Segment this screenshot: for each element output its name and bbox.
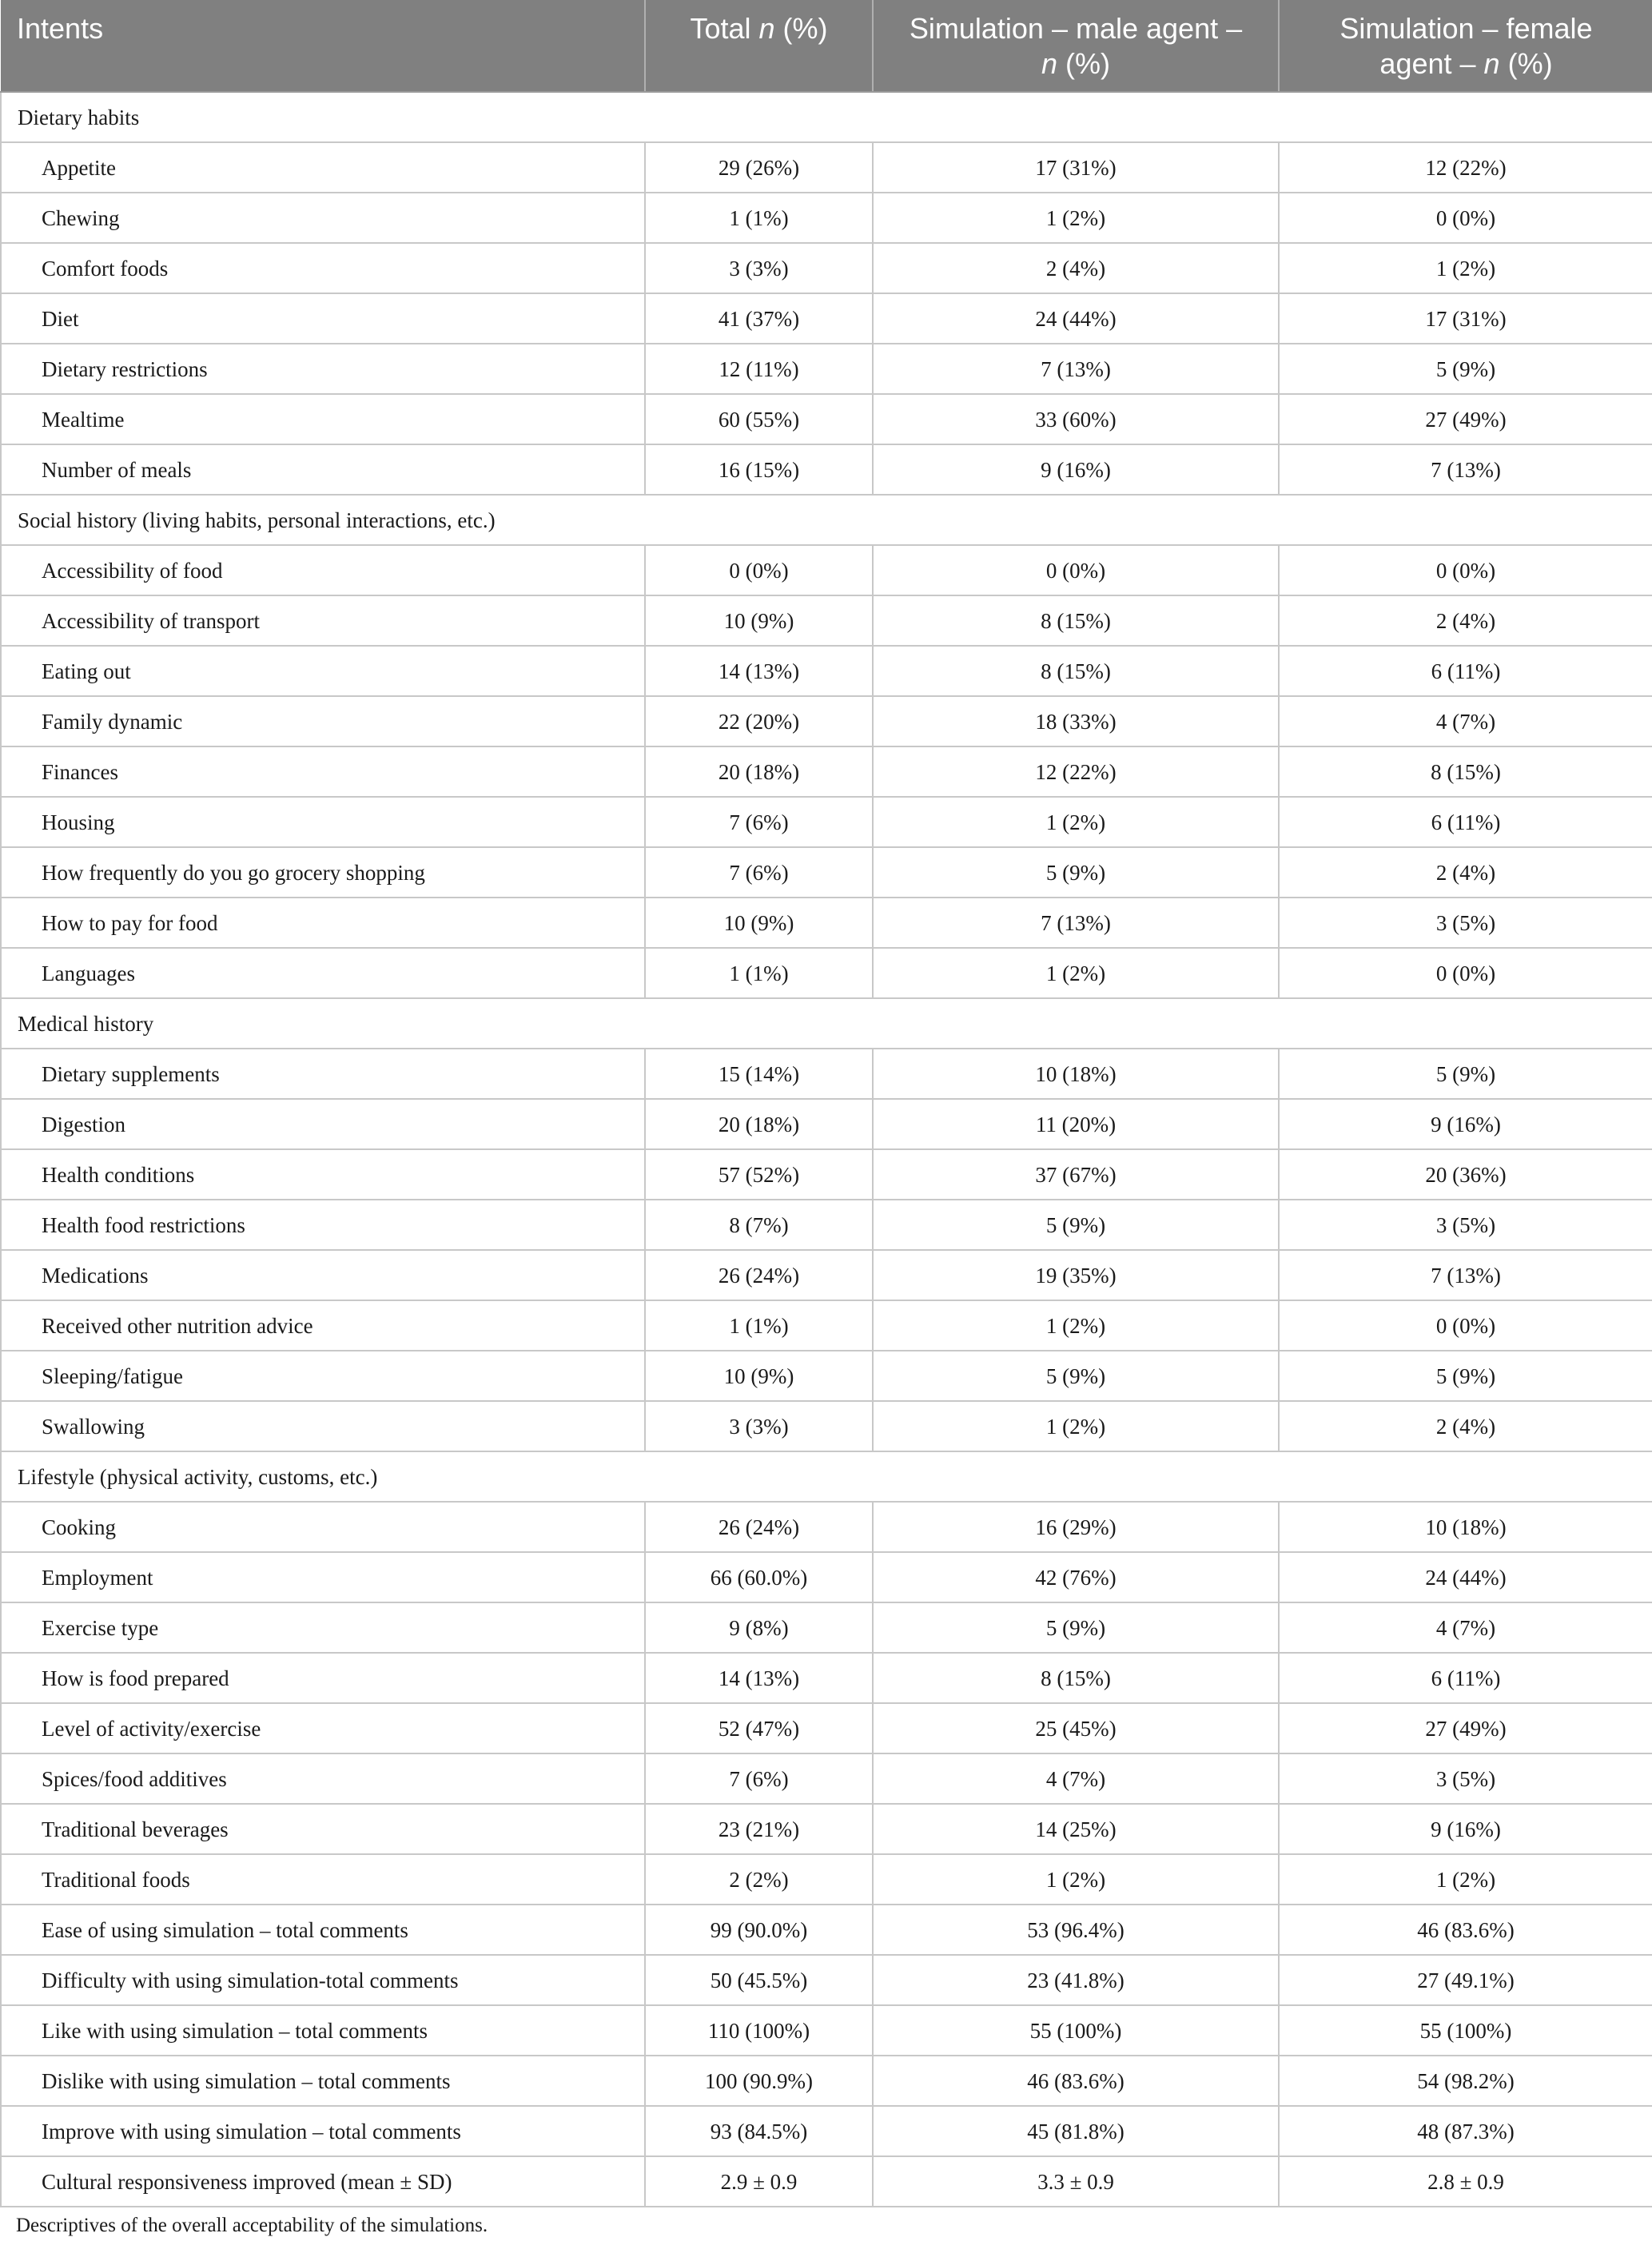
table-row [1, 394, 1652, 444]
intent-label: Traditional beverages [1, 1804, 645, 1854]
intent-label: Spices/food additives [1, 1753, 645, 1804]
total-value: 20 (18%) [645, 1099, 873, 1149]
total-value: 41 (37%) [645, 293, 873, 344]
male-agent-value: 46 (83.6%) [873, 2056, 1279, 2106]
female-agent-value: 0 (0%) [1279, 193, 1652, 243]
female-agent-value: 7 (13%) [1279, 444, 1652, 495]
female-agent-value: 3 (5%) [1279, 898, 1652, 948]
male-agent-value: 17 (31%) [873, 142, 1279, 193]
male-agent-value: 1 (2%) [873, 1300, 1279, 1351]
header-row [1, 0, 1652, 92]
intent-label: Digestion [1, 1099, 645, 1149]
female-agent-value: 3 (5%) [1279, 1753, 1652, 1804]
female-agent-value: 0 (0%) [1279, 545, 1652, 595]
total-value: 93 (84.5%) [645, 2106, 873, 2156]
total-value: 2 (2%) [645, 1854, 873, 1905]
header-total-n: n [758, 12, 775, 45]
total-value: 99 (90.0%) [645, 1905, 873, 1955]
table-body [1, 92, 1652, 2207]
male-agent-value: 8 (15%) [873, 595, 1279, 646]
header-male-agent [873, 0, 1279, 92]
table-row [1, 1653, 1652, 1703]
header-male-pre: Simulation – male agent – [909, 12, 1243, 45]
total-value: 2.9 ± 0.9 [645, 2156, 873, 2207]
table-row [1, 344, 1652, 394]
table-row [1, 243, 1652, 293]
male-agent-value: 5 (9%) [873, 847, 1279, 898]
table-footnote: Descriptives of the overall acceptability of the simulations. [16, 2215, 488, 2236]
intent-label: How is food prepared [1, 1653, 645, 1703]
female-agent-value: 55 (100%) [1279, 2005, 1652, 2056]
table-row [1, 2106, 1652, 2156]
total-value: 10 (9%) [645, 595, 873, 646]
intent-label: Exercise type [1, 1602, 645, 1653]
male-agent-value: 8 (15%) [873, 646, 1279, 696]
female-agent-value: 6 (11%) [1279, 1653, 1652, 1703]
table-row [1, 193, 1652, 243]
female-agent-value: 0 (0%) [1279, 1300, 1652, 1351]
male-agent-value: 7 (13%) [873, 898, 1279, 948]
table-row [1, 142, 1652, 193]
male-agent-value: 1 (2%) [873, 797, 1279, 847]
male-agent-value: 0 (0%) [873, 545, 1279, 595]
intent-label: Cultural responsiveness improved (mean ± SD) [1, 2156, 645, 2207]
table-row [1, 1351, 1652, 1401]
section-row [1, 495, 1652, 545]
female-agent-value: 2 (4%) [1279, 595, 1652, 646]
male-agent-value: 19 (35%) [873, 1250, 1279, 1300]
female-agent-value: 24 (44%) [1279, 1552, 1652, 1602]
male-agent-value: 4 (7%) [873, 1753, 1279, 1804]
male-agent-value: 33 (60%) [873, 394, 1279, 444]
female-agent-value: 5 (9%) [1279, 344, 1652, 394]
table-row [1, 1955, 1652, 2005]
male-agent-value: 2 (4%) [873, 243, 1279, 293]
total-value: 1 (1%) [645, 193, 873, 243]
header-intents-label: Intents [17, 12, 104, 45]
total-value: 7 (6%) [645, 797, 873, 847]
intent-label: Appetite [1, 142, 645, 193]
table-row [1, 1149, 1652, 1200]
intent-label: Accessibility of food [1, 545, 645, 595]
section-row [1, 1451, 1652, 1502]
header-male-post: (%) [1057, 47, 1111, 80]
female-agent-value: 9 (16%) [1279, 1804, 1652, 1854]
total-value: 26 (24%) [645, 1502, 873, 1552]
total-value: 12 (11%) [645, 344, 873, 394]
female-agent-value: 1 (2%) [1279, 243, 1652, 293]
male-agent-value: 9 (16%) [873, 444, 1279, 495]
female-agent-value: 54 (98.2%) [1279, 2056, 1652, 2106]
total-value: 10 (9%) [645, 1351, 873, 1401]
female-agent-value: 4 (7%) [1279, 696, 1652, 746]
male-agent-value: 1 (2%) [873, 948, 1279, 998]
table-row [1, 1552, 1652, 1602]
male-agent-value: 45 (81.8%) [873, 2106, 1279, 2156]
table-row [1, 696, 1652, 746]
table-row [1, 1502, 1652, 1552]
table-row [1, 595, 1652, 646]
female-agent-value: 17 (31%) [1279, 293, 1652, 344]
section-row [1, 92, 1652, 142]
female-agent-value: 9 (16%) [1279, 1099, 1652, 1149]
total-value: 23 (21%) [645, 1804, 873, 1854]
table-row [1, 1854, 1652, 1905]
male-agent-value: 11 (20%) [873, 1099, 1279, 1149]
table-row [1, 1602, 1652, 1653]
total-value: 29 (26%) [645, 142, 873, 193]
female-agent-value: 8 (15%) [1279, 746, 1652, 797]
female-agent-value: 7 (13%) [1279, 1250, 1652, 1300]
table-row [1, 847, 1652, 898]
section-heading: Lifestyle (physical activity, customs, etc.) [1, 1451, 1652, 1502]
total-value: 66 (60.0%) [645, 1552, 873, 1602]
intent-label: Improve with using simulation – total comments [1, 2106, 645, 2156]
total-value: 1 (1%) [645, 1300, 873, 1351]
male-agent-value: 12 (22%) [873, 746, 1279, 797]
intent-label: Employment [1, 1552, 645, 1602]
female-agent-value: 46 (83.6%) [1279, 1905, 1652, 1955]
total-value: 50 (45.5%) [645, 1955, 873, 2005]
female-agent-value: 0 (0%) [1279, 948, 1652, 998]
header-total-pre: Total [690, 12, 759, 45]
section-heading: Social history (living habits, personal interactions, etc.) [1, 495, 1652, 545]
table-row [1, 797, 1652, 847]
table-row [1, 1250, 1652, 1300]
female-agent-value: 2.8 ± 0.9 [1279, 2156, 1652, 2207]
male-agent-value: 1 (2%) [873, 1401, 1279, 1451]
section-heading: Medical history [1, 998, 1652, 1049]
table-row [1, 545, 1652, 595]
intent-label: Difficulty with using simulation-total comments [1, 1955, 645, 2005]
male-agent-value: 18 (33%) [873, 696, 1279, 746]
section-row [1, 998, 1652, 1049]
header-total-post: (%) [774, 12, 828, 45]
section-heading: Dietary habits [1, 92, 1652, 142]
female-agent-value: 48 (87.3%) [1279, 2106, 1652, 2156]
intent-label: How frequently do you go grocery shopping [1, 847, 645, 898]
total-value: 1 (1%) [645, 948, 873, 998]
female-agent-value: 12 (22%) [1279, 142, 1652, 193]
header-female-post: (%) [1499, 47, 1553, 80]
intent-label: Medications [1, 1250, 645, 1300]
female-agent-value: 4 (7%) [1279, 1602, 1652, 1653]
male-agent-value: 8 (15%) [873, 1653, 1279, 1703]
total-value: 20 (18%) [645, 746, 873, 797]
female-agent-value: 2 (4%) [1279, 1401, 1652, 1451]
intent-label: Health food restrictions [1, 1200, 645, 1250]
table-row [1, 1099, 1652, 1149]
total-value: 100 (90.9%) [645, 2056, 873, 2106]
female-agent-value: 2 (4%) [1279, 847, 1652, 898]
total-value: 15 (14%) [645, 1049, 873, 1099]
male-agent-value: 37 (67%) [873, 1149, 1279, 1200]
table-row [1, 1703, 1652, 1753]
female-agent-value: 27 (49.1%) [1279, 1955, 1652, 2005]
female-agent-value: 10 (18%) [1279, 1502, 1652, 1552]
male-agent-value: 5 (9%) [873, 1200, 1279, 1250]
male-agent-value: 14 (25%) [873, 1804, 1279, 1854]
male-agent-value: 7 (13%) [873, 344, 1279, 394]
table-row [1, 2156, 1652, 2207]
female-agent-value: 3 (5%) [1279, 1200, 1652, 1250]
total-value: 22 (20%) [645, 696, 873, 746]
female-agent-value: 27 (49%) [1279, 394, 1652, 444]
header-female-mid: agent – [1379, 47, 1484, 80]
intent-label: Finances [1, 746, 645, 797]
total-value: 7 (6%) [645, 847, 873, 898]
female-agent-value: 6 (11%) [1279, 797, 1652, 847]
table-row [1, 746, 1652, 797]
table-row [1, 1753, 1652, 1804]
header-female-n: n [1483, 47, 1500, 80]
male-agent-value: 23 (41.8%) [873, 1955, 1279, 2005]
intent-label: Received other nutrition advice [1, 1300, 645, 1351]
male-agent-value: 5 (9%) [873, 1351, 1279, 1401]
total-value: 3 (3%) [645, 243, 873, 293]
header-male-n: n [1041, 47, 1058, 80]
male-agent-value: 1 (2%) [873, 193, 1279, 243]
male-agent-value: 55 (100%) [873, 2005, 1279, 2056]
table-row [1, 2005, 1652, 2056]
total-value: 26 (24%) [645, 1250, 873, 1300]
table-row [1, 1905, 1652, 1955]
intent-label: Eating out [1, 646, 645, 696]
female-agent-value: 6 (11%) [1279, 646, 1652, 696]
total-value: 57 (52%) [645, 1149, 873, 1200]
table-row [1, 1300, 1652, 1351]
intent-label: Dietary supplements [1, 1049, 645, 1099]
male-agent-value: 5 (9%) [873, 1602, 1279, 1653]
intent-label: Cooking [1, 1502, 645, 1552]
intent-label: Accessibility of transport [1, 595, 645, 646]
table-row [1, 444, 1652, 495]
header-female-pre: Simulation – female [1340, 12, 1593, 45]
header-female-agent [1279, 0, 1652, 92]
intent-label: Chewing [1, 193, 645, 243]
intent-label: Health conditions [1, 1149, 645, 1200]
female-agent-value: 5 (9%) [1279, 1351, 1652, 1401]
total-value: 8 (7%) [645, 1200, 873, 1250]
intent-label: Ease of using simulation – total comments [1, 1905, 645, 1955]
intent-label: Comfort foods [1, 243, 645, 293]
male-agent-value: 53 (96.4%) [873, 1905, 1279, 1955]
total-value: 60 (55%) [645, 394, 873, 444]
table-row [1, 1804, 1652, 1854]
total-value: 52 (47%) [645, 1703, 873, 1753]
intent-label: Housing [1, 797, 645, 847]
male-agent-value: 42 (76%) [873, 1552, 1279, 1602]
intent-label: Number of meals [1, 444, 645, 495]
table-row [1, 1049, 1652, 1099]
table-header [1, 0, 1652, 92]
header-total [645, 0, 873, 92]
table-row [1, 2056, 1652, 2106]
female-agent-value: 20 (36%) [1279, 1149, 1652, 1200]
total-value: 14 (13%) [645, 1653, 873, 1703]
male-agent-value: 25 (45%) [873, 1703, 1279, 1753]
total-value: 110 (100%) [645, 2005, 873, 2056]
intent-label: Level of activity/exercise [1, 1703, 645, 1753]
total-value: 16 (15%) [645, 444, 873, 495]
table-row [1, 1200, 1652, 1250]
intent-label: Diet [1, 293, 645, 344]
header-intents [1, 0, 645, 92]
total-value: 10 (9%) [645, 898, 873, 948]
total-value: 7 (6%) [645, 1753, 873, 1804]
male-agent-value: 24 (44%) [873, 293, 1279, 344]
intent-label: Dietary restrictions [1, 344, 645, 394]
male-agent-value: 10 (18%) [873, 1049, 1279, 1099]
total-value: 9 (8%) [645, 1602, 873, 1653]
table-row [1, 293, 1652, 344]
table-row [1, 898, 1652, 948]
female-agent-value: 1 (2%) [1279, 1854, 1652, 1905]
female-agent-value: 5 (9%) [1279, 1049, 1652, 1099]
intent-label: Mealtime [1, 394, 645, 444]
intent-label: Like with using simulation – total comments [1, 2005, 645, 2056]
intent-label: Swallowing [1, 1401, 645, 1451]
total-value: 3 (3%) [645, 1401, 873, 1451]
intent-label: Languages [1, 948, 645, 998]
table-row [1, 646, 1652, 696]
intent-label: How to pay for food [1, 898, 645, 948]
table-row [1, 1401, 1652, 1451]
intent-label: Family dynamic [1, 696, 645, 746]
intent-label: Sleeping/fatigue [1, 1351, 645, 1401]
intent-label: Traditional foods [1, 1854, 645, 1905]
female-agent-value: 27 (49%) [1279, 1703, 1652, 1753]
table-row [1, 948, 1652, 998]
total-value: 0 (0%) [645, 545, 873, 595]
male-agent-value: 1 (2%) [873, 1854, 1279, 1905]
male-agent-value: 3.3 ± 0.9 [873, 2156, 1279, 2207]
male-agent-value: 16 (29%) [873, 1502, 1279, 1552]
intent-label: Dislike with using simulation – total comments [1, 2056, 645, 2106]
total-value: 14 (13%) [645, 646, 873, 696]
